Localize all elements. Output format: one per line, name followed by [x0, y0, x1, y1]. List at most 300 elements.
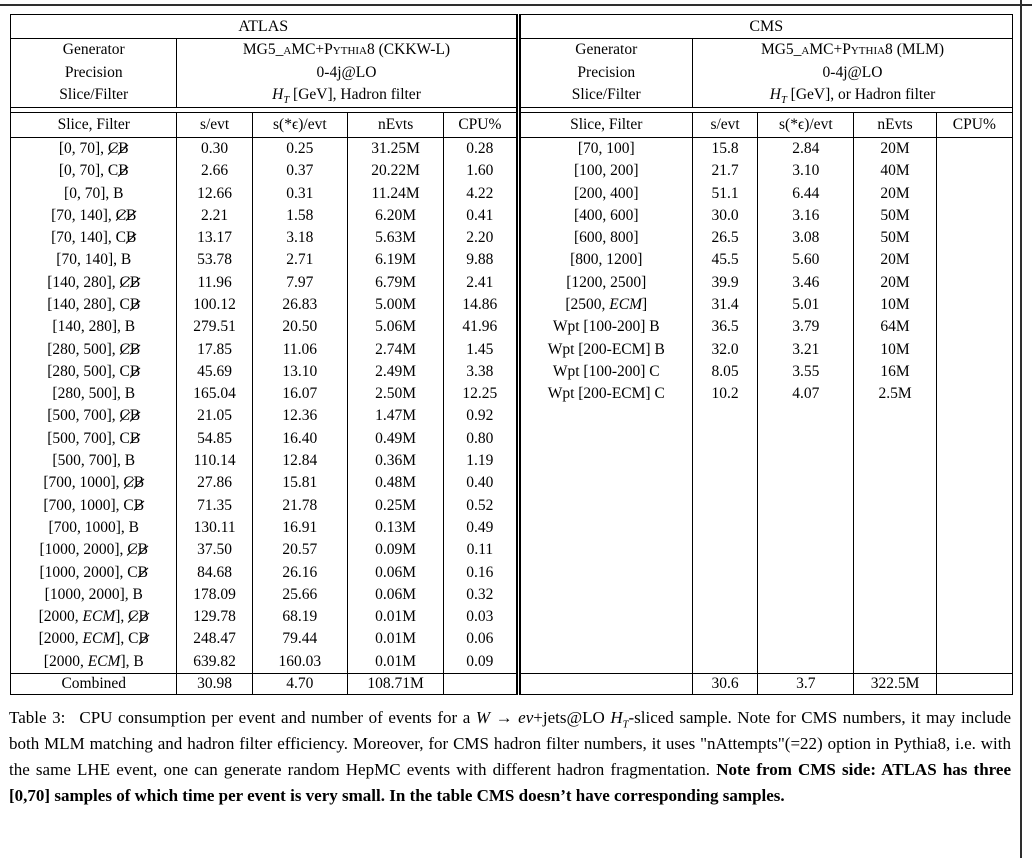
table-cell: 160.03 — [252, 651, 347, 674]
col-header: nEvts — [854, 112, 936, 137]
table-cell: 0.40 — [444, 472, 518, 494]
table-cell — [854, 651, 936, 674]
table-cell: 11.06 — [252, 338, 347, 360]
table-cell: 20.50 — [252, 316, 347, 338]
table-cell: 25.66 — [252, 584, 347, 606]
table-row — [11, 450, 1013, 472]
table-cell — [518, 651, 693, 674]
cms-title-cell: CMS — [518, 15, 1013, 39]
table-cell — [854, 628, 936, 650]
table-cell: 13.17 — [177, 227, 252, 249]
table-cell: 53.78 — [177, 249, 252, 271]
table-cell: [0, 70], CB — [11, 137, 177, 160]
table-cell — [758, 495, 854, 517]
table-cell: [700, 1000], CB — [11, 495, 177, 517]
table-cell — [518, 450, 693, 472]
combined-cell — [936, 673, 1012, 694]
table-row — [11, 39, 1013, 62]
table-cell: 16.40 — [252, 428, 347, 450]
info-value: 0-4j@LO — [177, 62, 518, 85]
table-cell: 0.09 — [444, 651, 518, 674]
table-cell: [1000, 2000], B — [11, 584, 177, 606]
info-label: Slice/Filter — [518, 84, 693, 107]
table-cell: 3.08 — [758, 227, 854, 249]
table-cell: 7.97 — [252, 272, 347, 294]
table-cell: 37.50 — [177, 539, 252, 561]
table-cell: 3.38 — [444, 361, 518, 383]
info-label: Precision — [518, 62, 693, 85]
table-cell: 21.78 — [252, 495, 347, 517]
table-cell: 10M — [854, 338, 936, 360]
table-cell: 41.96 — [444, 316, 518, 338]
table-cell — [758, 450, 854, 472]
table-cell: 0.92 — [444, 405, 518, 427]
table-cell: 16.91 — [252, 517, 347, 539]
col-header: Slice, Filter — [11, 112, 177, 137]
table-cell: 0.06M — [347, 584, 443, 606]
table-cell: 0.80 — [444, 428, 518, 450]
table-cell: Wpt [100-200] C — [518, 361, 693, 383]
table-cell: 5.06M — [347, 316, 443, 338]
table-cell: 0.11 — [444, 539, 518, 561]
table-cell: [600, 800] — [518, 227, 693, 249]
table-cell: 45.69 — [177, 361, 252, 383]
table-row — [11, 606, 1013, 628]
table-cell: 50M — [854, 227, 936, 249]
table-cell: [500, 700], CB — [11, 428, 177, 450]
table-cell — [936, 160, 1012, 182]
table-cell — [854, 539, 936, 561]
table-cell: 5.63M — [347, 227, 443, 249]
table-cell: 5.01 — [758, 294, 854, 316]
table-cell — [854, 584, 936, 606]
page-edge-right-line — [1020, 0, 1022, 858]
table-cell: [400, 600] — [518, 205, 693, 227]
table-cell — [518, 405, 693, 427]
table-cell — [518, 428, 693, 450]
table-cell — [936, 361, 1012, 383]
table-row — [11, 316, 1013, 338]
table-cell: 27.86 — [177, 472, 252, 494]
table-row — [11, 249, 1013, 271]
table-cell: 639.82 — [177, 651, 252, 674]
table-cell: [280, 500], B — [11, 383, 177, 405]
table-cell: [700, 1000], B — [11, 517, 177, 539]
table-cell — [936, 338, 1012, 360]
table-cell: 0.06 — [444, 628, 518, 650]
table-cell: 1.19 — [444, 450, 518, 472]
table-row — [11, 227, 1013, 249]
table-cell — [693, 405, 758, 427]
table-cell — [518, 628, 693, 650]
table-row — [11, 62, 1013, 85]
table-cell: 8.05 — [693, 361, 758, 383]
table-row — [11, 338, 1013, 360]
table-cell: 0.32 — [444, 584, 518, 606]
cpu-consumption-table — [10, 14, 1013, 695]
table-row — [11, 561, 1013, 583]
table-cell: 12.66 — [177, 182, 252, 204]
info-label: Generator — [518, 39, 693, 62]
table-cell — [936, 584, 1012, 606]
table-cell: 4.07 — [758, 383, 854, 405]
table-cell: [2000, ECM], CB — [11, 628, 177, 650]
table-cell — [693, 539, 758, 561]
table-cell: 21.05 — [177, 405, 252, 427]
table-cell: 11.96 — [177, 272, 252, 294]
table-cell: 17.85 — [177, 338, 252, 360]
combined-row — [11, 673, 1013, 694]
table-row — [11, 405, 1013, 427]
table-cell: 10M — [854, 294, 936, 316]
table-cell: 26.5 — [693, 227, 758, 249]
table-cell: 84.68 — [177, 561, 252, 583]
table-cell: 0.03 — [444, 606, 518, 628]
table-cell: 1.60 — [444, 160, 518, 182]
table-cell: 20.57 — [252, 539, 347, 561]
table-cell — [936, 428, 1012, 450]
table-row — [11, 628, 1013, 650]
table-cell: 50M — [854, 205, 936, 227]
table-cell: 0.30 — [177, 137, 252, 160]
table-cell — [518, 472, 693, 494]
table-row — [11, 361, 1013, 383]
table-cell: Wpt [100-200] B — [518, 316, 693, 338]
table-cell — [854, 561, 936, 583]
col-header: CPU% — [444, 112, 518, 137]
combined-cell: Combined — [11, 673, 177, 694]
table-cell: 0.25 — [252, 137, 347, 160]
table-cell: [800, 1200] — [518, 249, 693, 271]
table-cell: [1200, 2500] — [518, 272, 693, 294]
col-header: s(*ϵ)/evt — [252, 112, 347, 137]
table-cell — [693, 517, 758, 539]
table-cell — [936, 249, 1012, 271]
table-cell: 2.49M — [347, 361, 443, 383]
table-cell: 40M — [854, 160, 936, 182]
table-cell: 20M — [854, 137, 936, 160]
table-cell: [140, 280], CB — [11, 294, 177, 316]
col-header: Slice, Filter — [518, 112, 693, 137]
table-cell: 0.06M — [347, 561, 443, 583]
table-cell: [2500, ECM] — [518, 294, 693, 316]
table-cell — [936, 316, 1012, 338]
table-cell: 4.22 — [444, 182, 518, 204]
table-cell — [854, 405, 936, 427]
table-cell: 6.19M — [347, 249, 443, 271]
table-cell — [854, 606, 936, 628]
table-cell: 1.47M — [347, 405, 443, 427]
table-cell: 2.21 — [177, 205, 252, 227]
table-row — [11, 472, 1013, 494]
table-cell: 10.2 — [693, 383, 758, 405]
info-value: MG5_aMC+Pythia8 (CKKW-L) — [177, 39, 518, 62]
table-row — [11, 15, 1013, 39]
table-cell — [518, 584, 693, 606]
table-cell: 0.01M — [347, 651, 443, 674]
table-cell: 3.55 — [758, 361, 854, 383]
table-row — [11, 584, 1013, 606]
table-cell — [936, 539, 1012, 561]
col-header: CPU% — [936, 112, 1012, 137]
table-cell: 0.36M — [347, 450, 443, 472]
table-cell: [70, 140], B — [11, 249, 177, 271]
table-cell: 3.16 — [758, 205, 854, 227]
table-cell — [758, 472, 854, 494]
table-row — [11, 383, 1013, 405]
table-cell: 16M — [854, 361, 936, 383]
table-cell: 14.86 — [444, 294, 518, 316]
table-cell — [518, 517, 693, 539]
table-cell: [0, 70], CB — [11, 160, 177, 182]
table-cell: 0.16 — [444, 561, 518, 583]
table-cell — [693, 584, 758, 606]
table-cell: 0.37 — [252, 160, 347, 182]
table-cell: 12.36 — [252, 405, 347, 427]
data-rows — [11, 137, 1013, 673]
info-value: $H_T$ [GeV], or Hadron filter — [693, 84, 1013, 107]
table-row — [11, 294, 1013, 316]
table-cell: 9.88 — [444, 249, 518, 271]
table-cell: 100.12 — [177, 294, 252, 316]
table-cell — [854, 450, 936, 472]
table-cell: 0.25M — [347, 495, 443, 517]
table-cell — [693, 606, 758, 628]
table-cell: 2.66 — [177, 160, 252, 182]
table-cell — [758, 539, 854, 561]
table-cell: 6.79M — [347, 272, 443, 294]
table-cell: 6.20M — [347, 205, 443, 227]
table-cell: 20M — [854, 249, 936, 271]
table-cell: 130.11 — [177, 517, 252, 539]
table-cell — [936, 137, 1012, 160]
table-cell: 1.58 — [252, 205, 347, 227]
info-label: Generator — [11, 39, 177, 62]
table-cell — [936, 383, 1012, 405]
table-cell: 0.09M — [347, 539, 443, 561]
table-cell: 15.8 — [693, 137, 758, 160]
table-cell — [693, 651, 758, 674]
combined-cell: 322.5M — [854, 673, 936, 694]
column-header-row — [11, 112, 1013, 137]
table-cell — [936, 495, 1012, 517]
table-cell: 165.04 — [177, 383, 252, 405]
table-caption: Table 3: CPU consumption per event and number of events for a W → eν+jets@LO $H_T$-sliced sample. Note for CMS numbers, it may include both MLM matching and hadron filter efficiency. Moreover, for CMS hadron filter numbers, it uses "nAttempts"(=22) option in Pythia8, i.e. with the same LHE event, one can generate random HepMC events with different hadron fragmentation. Note from CMS side: ATLAS has three [0,70] samples of which time per event is very small. In the table CMS doesn’t have corresponding samples. — [9, 708, 1012, 805]
table-cell — [693, 561, 758, 583]
table-cell: 11.24M — [347, 182, 443, 204]
table-cell — [758, 651, 854, 674]
table-cell: 71.35 — [177, 495, 252, 517]
table-cell: 3.79 — [758, 316, 854, 338]
table-cell: 26.83 — [252, 294, 347, 316]
table-cell: [500, 700], CB — [11, 405, 177, 427]
table-cell: 5.00M — [347, 294, 443, 316]
table-cell — [936, 472, 1012, 494]
table-cell: 16.07 — [252, 383, 347, 405]
table-cell — [758, 405, 854, 427]
table-cell: [700, 1000], CB — [11, 472, 177, 494]
info-value: 0-4j@LO — [693, 62, 1013, 85]
table-row — [11, 84, 1013, 107]
table-cell: 6.44 — [758, 182, 854, 204]
table-cell: [1000, 2000], CB — [11, 539, 177, 561]
table-cell: [0, 70], B — [11, 182, 177, 204]
table-cell — [693, 628, 758, 650]
table-cell: 51.1 — [693, 182, 758, 204]
table-cell — [693, 428, 758, 450]
table-cell: 3.46 — [758, 272, 854, 294]
table-cell: 20.22M — [347, 160, 443, 182]
col-header: s/evt — [177, 112, 252, 137]
table-cell: [140, 280], CB — [11, 272, 177, 294]
table-row — [11, 428, 1013, 450]
table-cell: [2000, ECM], B — [11, 651, 177, 674]
col-header: s(*ϵ)/evt — [758, 112, 854, 137]
table-cell — [936, 182, 1012, 204]
col-header: nEvts — [347, 112, 443, 137]
table-cell — [936, 405, 1012, 427]
table-cell: 12.84 — [252, 450, 347, 472]
table-cell: 0.01M — [347, 628, 443, 650]
table-cell: 178.09 — [177, 584, 252, 606]
table-cell: 2.41 — [444, 272, 518, 294]
table-cell: 3.21 — [758, 338, 854, 360]
table-cell — [936, 606, 1012, 628]
table-cell — [936, 450, 1012, 472]
table-cell: 45.5 — [693, 249, 758, 271]
table-cell: 0.01M — [347, 606, 443, 628]
table-cell: 0.52 — [444, 495, 518, 517]
table-cell: 12.25 — [444, 383, 518, 405]
table-cell: 2.71 — [252, 249, 347, 271]
table-cell: 68.19 — [252, 606, 347, 628]
table-cell — [854, 495, 936, 517]
table-cell — [936, 651, 1012, 674]
table-cell — [693, 472, 758, 494]
table-cell — [854, 517, 936, 539]
combined-cell: 3.7 — [758, 673, 854, 694]
table-cell: 1.45 — [444, 338, 518, 360]
table-cell: 30.0 — [693, 205, 758, 227]
table-cell: 3.18 — [252, 227, 347, 249]
table-cell: 54.85 — [177, 428, 252, 450]
table-cell: 0.49 — [444, 517, 518, 539]
table-cell — [936, 517, 1012, 539]
table-cell: 31.4 — [693, 294, 758, 316]
combined-cell — [444, 673, 518, 694]
table-cell: [70, 100] — [518, 137, 693, 160]
table-row — [11, 160, 1013, 182]
table-cell: 26.16 — [252, 561, 347, 583]
table-cell: [70, 140], CB — [11, 205, 177, 227]
table-cell: 0.49M — [347, 428, 443, 450]
table-cell: 0.41 — [444, 205, 518, 227]
table-cell: 13.10 — [252, 361, 347, 383]
table-cell: 279.51 — [177, 316, 252, 338]
table-cell — [854, 428, 936, 450]
table-cell: 2.5M — [854, 383, 936, 405]
combined-cell: 108.71M — [347, 673, 443, 694]
table-row — [11, 495, 1013, 517]
table-cell: [280, 500], CB — [11, 338, 177, 360]
table-cell — [936, 272, 1012, 294]
table-cell — [758, 606, 854, 628]
table-cell — [758, 561, 854, 583]
table-row — [11, 137, 1013, 160]
table-cell: 2.74M — [347, 338, 443, 360]
table-cell — [936, 561, 1012, 583]
table-cell: 20M — [854, 182, 936, 204]
table-cell — [693, 495, 758, 517]
table-cell — [518, 495, 693, 517]
table-cell — [936, 628, 1012, 650]
table-cell: 0.13M — [347, 517, 443, 539]
table-cell: [100, 200] — [518, 160, 693, 182]
table-cell — [518, 539, 693, 561]
table-cell — [854, 472, 936, 494]
table-row — [11, 517, 1013, 539]
table-cell: [500, 700], B — [11, 450, 177, 472]
info-label: Precision — [11, 62, 177, 85]
col-header: s/evt — [693, 112, 758, 137]
combined-cell — [518, 673, 693, 694]
table-cell: 2.50M — [347, 383, 443, 405]
table-cell: Wpt [200-ECM] C — [518, 383, 693, 405]
table-cell: 20M — [854, 272, 936, 294]
table-cell — [758, 517, 854, 539]
table-cell: 39.9 — [693, 272, 758, 294]
table-cell: 0.28 — [444, 137, 518, 160]
table-cell — [758, 628, 854, 650]
table-cell: 0.48M — [347, 472, 443, 494]
table-cell: [140, 280], B — [11, 316, 177, 338]
table-cell: [280, 500], CB — [11, 361, 177, 383]
atlas-title-cell: ATLAS — [11, 15, 519, 39]
table-cell: 36.5 — [693, 316, 758, 338]
combined-cell: 30.6 — [693, 673, 758, 694]
table-row — [11, 539, 1013, 561]
table-cell: 64M — [854, 316, 936, 338]
combined-cell: 30.98 — [177, 673, 252, 694]
table-cell: 15.81 — [252, 472, 347, 494]
table-cell — [518, 561, 693, 583]
table-cell: [2000, ECM], CB — [11, 606, 177, 628]
table-cell: 79.44 — [252, 628, 347, 650]
table-cell: 2.20 — [444, 227, 518, 249]
table-cell — [936, 227, 1012, 249]
info-label: Slice/Filter — [11, 84, 177, 107]
table-row — [11, 272, 1013, 294]
info-value: MG5_aMC+Pythia8 (MLM) — [693, 39, 1013, 62]
table-cell: 5.60 — [758, 249, 854, 271]
table-cell: 248.47 — [177, 628, 252, 650]
info-value: $H_T$ [GeV], Hadron filter — [177, 84, 518, 107]
table-cell: 129.78 — [177, 606, 252, 628]
table-cell: 31.25M — [347, 137, 443, 160]
table-row — [11, 205, 1013, 227]
table-cell — [758, 428, 854, 450]
table-cell: 110.14 — [177, 450, 252, 472]
table-cell: 2.84 — [758, 137, 854, 160]
table-cell: [70, 140], CB — [11, 227, 177, 249]
table-cell — [936, 205, 1012, 227]
table-cell: 3.10 — [758, 160, 854, 182]
table-cell: [200, 400] — [518, 182, 693, 204]
table-cell: 0.31 — [252, 182, 347, 204]
table-cell: [1000, 2000], CB — [11, 561, 177, 583]
table-row — [11, 651, 1013, 674]
table-cell: 32.0 — [693, 338, 758, 360]
